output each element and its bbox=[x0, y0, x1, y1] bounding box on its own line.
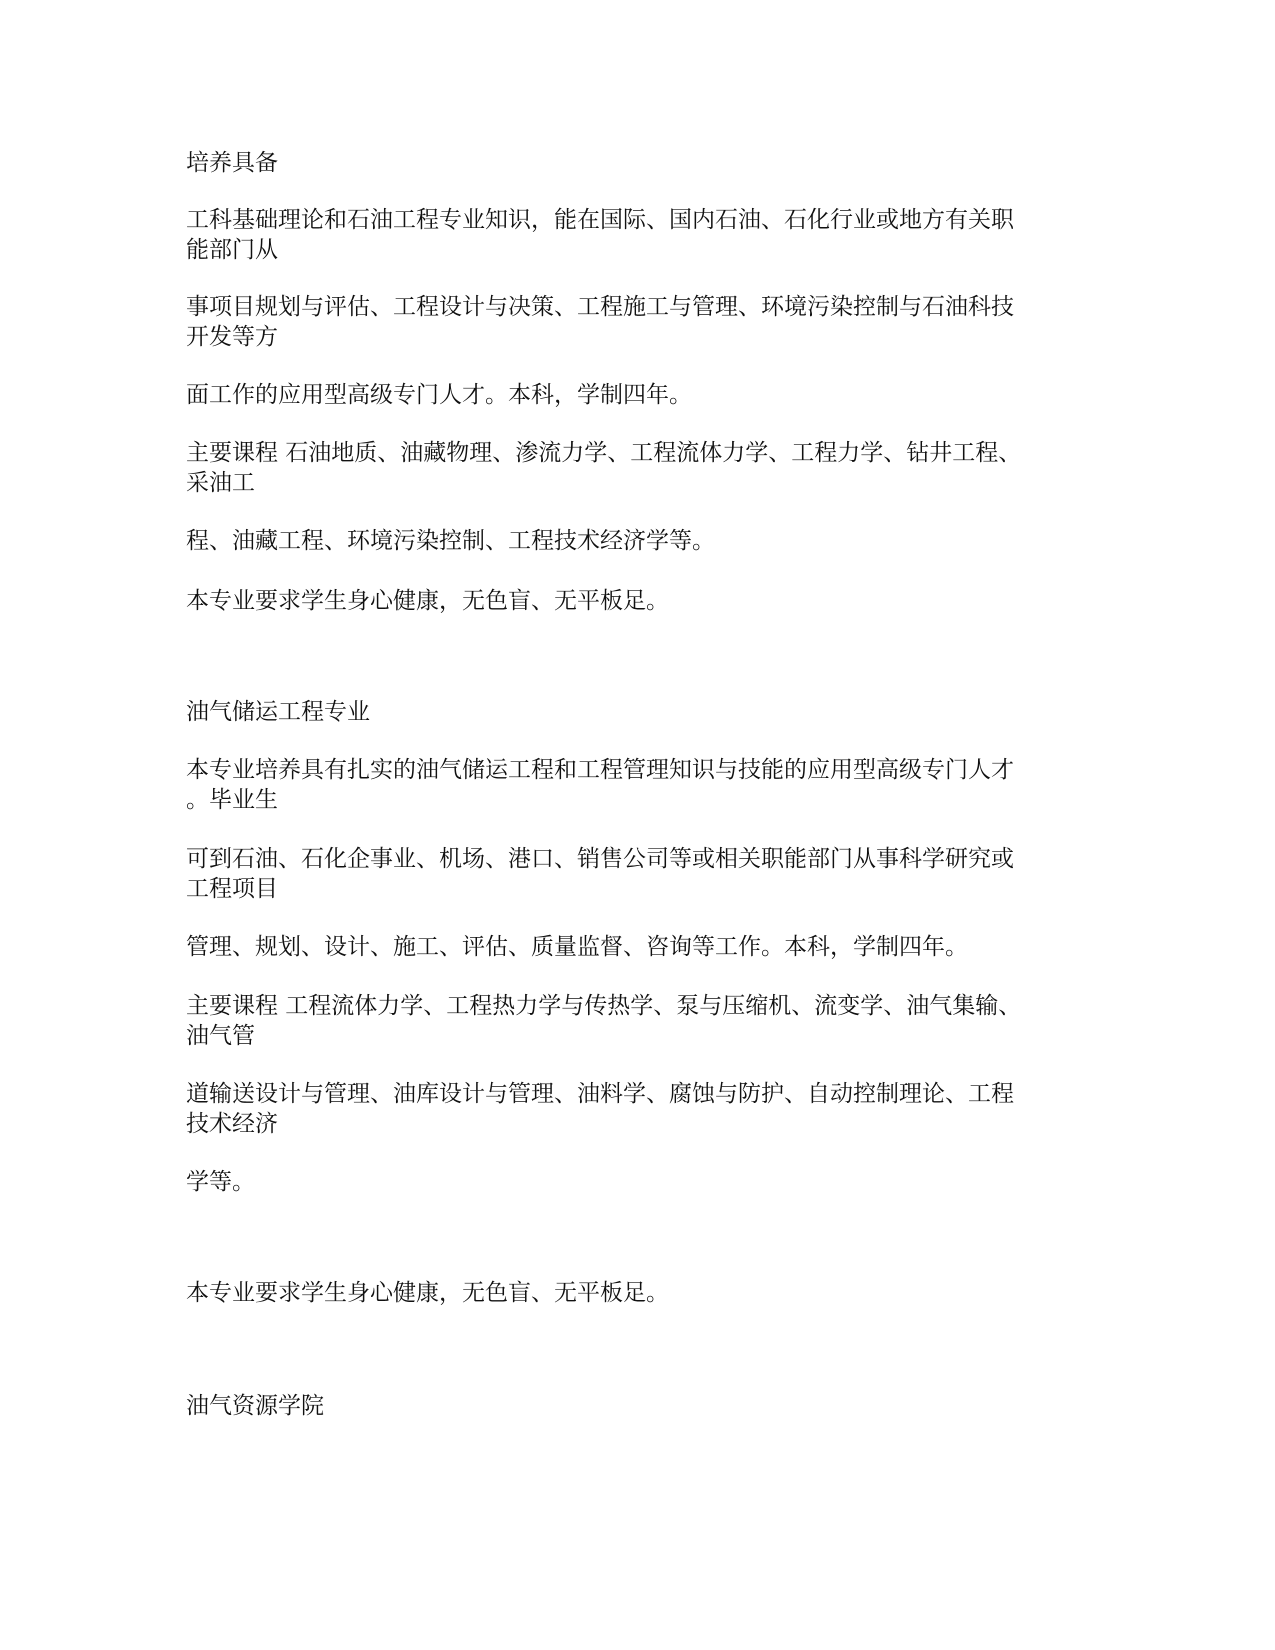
text-line: 油气管 bbox=[186, 1023, 255, 1049]
text-line: 可到石油、石化企事业、机场、港口、销售公司等或相关职能部门从事科学研究或 bbox=[186, 846, 1014, 872]
text-line: 本专业培养具有扎实的油气储运工程和工程管理知识与技能的应用型高级专门人才 bbox=[186, 757, 1014, 783]
section-heading: 油气储运工程专业 bbox=[186, 699, 370, 725]
text-line: 程、油藏工程、环境污染控制、工程技术经济学等。 bbox=[186, 528, 715, 554]
text-line: 本专业要求学生身心健康，无色盲、无平板足。 bbox=[186, 588, 669, 614]
text-line: 面工作的应用型高级专门人才。本科，学制四年。 bbox=[186, 382, 692, 408]
text-line: 开发等方 bbox=[186, 324, 278, 350]
text-line: 技术经济 bbox=[186, 1111, 278, 1137]
text-line: 学等。 bbox=[186, 1169, 255, 1195]
text-line: 主要课程 石油地质、油藏物理、渗流力学、工程流体力学、工程力学、钻井工程、 bbox=[186, 440, 1022, 466]
text-line: 工科基础理论和石油工程专业知识，能在国际、国内石油、石化行业或地方有关职 bbox=[186, 207, 1014, 233]
text-line: 事项目规划与评估、工程设计与决策、工程施工与管理、环境污染控制与石油科技 bbox=[186, 294, 1014, 320]
text-line: 采油工 bbox=[186, 470, 255, 496]
text-line: 道输送设计与管理、油库设计与管理、油料学、腐蚀与防护、自动控制理论、工程 bbox=[186, 1081, 1014, 1107]
text-line: 主要课程 工程流体力学、工程热力学与传热学、泵与压缩机、流变学、油气集输、 bbox=[186, 993, 1022, 1019]
text-line: 工程项目 bbox=[186, 876, 278, 902]
text-line: 。毕业生 bbox=[186, 787, 278, 813]
text-line: 管理、规划、设计、施工、评估、质量监督、咨询等工作。本科，学制四年。 bbox=[186, 934, 968, 960]
text-line: 培养具备 bbox=[186, 150, 278, 176]
text-line: 本专业要求学生身心健康，无色盲、无平板足。 bbox=[186, 1280, 669, 1306]
section-heading: 油气资源学院 bbox=[186, 1393, 324, 1419]
text-line: 能部门从 bbox=[186, 237, 278, 263]
